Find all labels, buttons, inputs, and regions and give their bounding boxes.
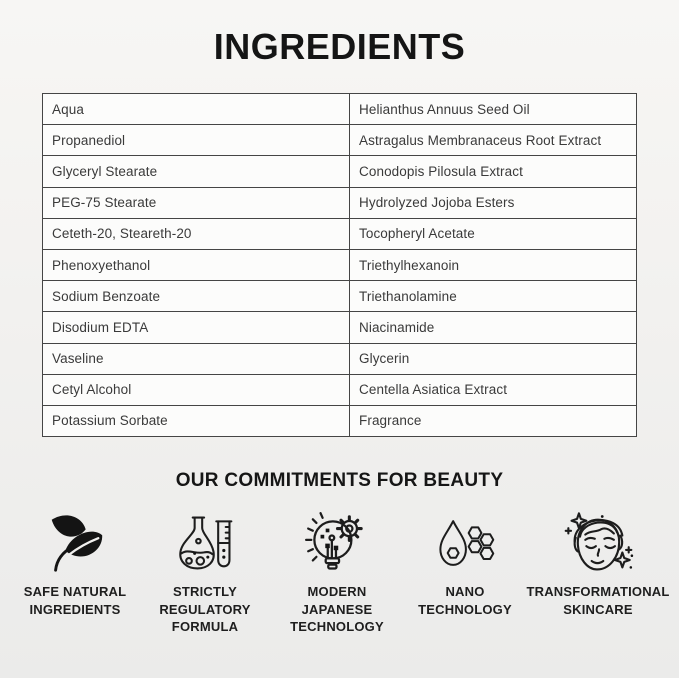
ingredient-cell: Disodium EDTA	[43, 312, 350, 343]
table-row	[43, 218, 637, 249]
commitment-skincare	[522, 506, 674, 618]
ingredient-cell: Vaseline	[43, 343, 350, 374]
ingredient-cell: Conodopis Pilosula Extract	[350, 156, 637, 187]
table-row	[43, 94, 637, 125]
table-row	[43, 374, 637, 405]
table-row	[43, 249, 637, 280]
ingredient-cell: Hydrolyzed Jojoba Esters	[350, 187, 637, 218]
ingredient-cell: PEG-75 Stearate	[43, 187, 350, 218]
ingredient-cell: Aqua	[43, 94, 350, 125]
ingredient-cell: Phenoxyethanol	[43, 249, 350, 280]
commitment-label: MODERN JAPANESE TECHNOLOGY	[290, 584, 384, 634]
ingredient-cell: Triethylhexanoin	[350, 249, 637, 280]
ingredient-cell: Helianthus Annuus Seed Oil	[350, 94, 637, 125]
face-sparkles-icon	[562, 506, 634, 580]
ingredient-cell: Ceteth-20, Steareth-20	[43, 218, 350, 249]
ingredient-cell: Niacinamide	[350, 312, 637, 343]
commitment-safe-natural	[10, 506, 140, 618]
table-row	[43, 187, 637, 218]
ingredient-cell: Potassium Sorbate	[43, 405, 350, 436]
ingredient-cell: Glycerin	[350, 343, 637, 374]
commitment-technology	[270, 506, 404, 636]
ingredient-cell: Astragalus Membranaceus Root Extract	[350, 125, 637, 156]
ingredient-cell: Glyceryl Stearate	[43, 156, 350, 187]
ingredient-cell: Tocopheryl Acetate	[350, 218, 637, 249]
ingredient-cell: Fragrance	[350, 405, 637, 436]
commitment-label: SAFE NATURAL INGREDIENTS	[23, 584, 127, 617]
commitment-nano	[405, 506, 525, 618]
ingredient-cell: Cetyl Alcohol	[43, 374, 350, 405]
lightbulb-gear-icon	[302, 506, 372, 580]
commitment-regulatory	[140, 506, 270, 636]
ingredient-cell: Triethanolamine	[350, 281, 637, 312]
table-row	[43, 156, 637, 187]
leaf-icon	[42, 506, 108, 580]
nano-molecules-icon	[434, 506, 496, 580]
ingredients-table	[42, 93, 637, 437]
table-row	[43, 125, 637, 156]
table-row	[43, 343, 637, 374]
table-row	[43, 312, 637, 343]
commitment-label: TRANSFORMATIONAL SKINCARE	[526, 584, 670, 617]
ingredient-cell: Propanediol	[43, 125, 350, 156]
lab-flask-icon	[173, 506, 237, 580]
ingredient-cell: Centella Asiatica Extract	[350, 374, 637, 405]
commitment-label: NANO TECHNOLOGY	[418, 584, 512, 617]
ingredient-cell: Sodium Benzoate	[43, 281, 350, 312]
table-row	[43, 281, 637, 312]
page-title: INGREDIENTS	[213, 26, 466, 67]
commitments-heading: OUR COMMITMENTS FOR BEAUTY	[175, 470, 504, 491]
table-row	[43, 405, 637, 436]
commitment-label: STRICTLY REGULATORY FORMULA	[159, 584, 251, 634]
